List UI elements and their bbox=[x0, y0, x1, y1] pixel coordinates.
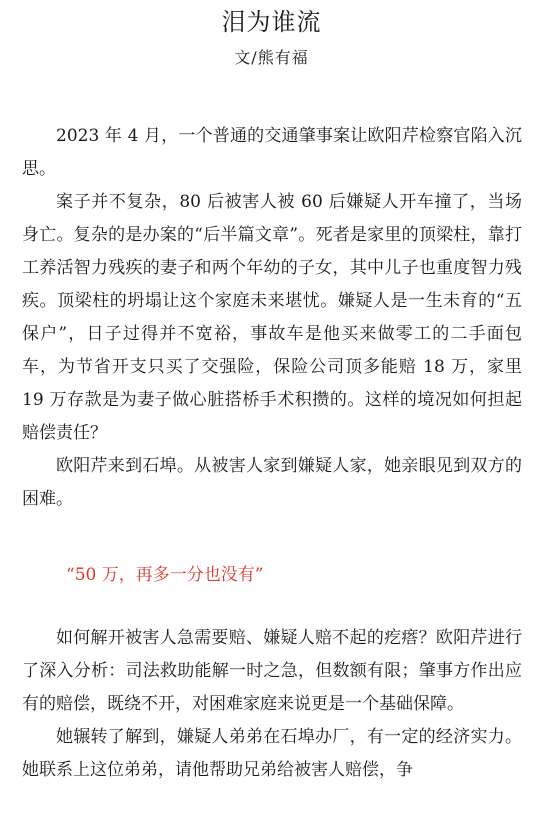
paragraph: 欧阳芹来到石埠。从被害人家到嫌疑人家，她亲眼见到双方的困难。 bbox=[22, 456, 522, 509]
section-subheading: “50 万，再多一分也没有” bbox=[66, 565, 264, 585]
article-byline: 文/熊有福 bbox=[234, 48, 309, 67]
paragraph: 她辗转了解到，嫌疑人弟弟在石埠办厂，有一定的经济实力。她联系上这位弟弟，请他帮助兄弟给被害人赔偿，争 bbox=[22, 727, 522, 780]
paragraph: 2023 年 4 月，一个普通的交通肇事案让欧阳芹检察官陷入沉思。 bbox=[22, 126, 522, 179]
article-body-bottom bbox=[22, 622, 522, 787]
paragraph: 如何解开被害人急需要赔、嫌疑人赔不起的疙瘩？欧阳芹进行了深入分析：司法救助能解一时之急，但数额有限；肇事方作出应有的赔偿，既绕不开，对困难家庭来说更是一个基础保障。 bbox=[22, 628, 522, 714]
paragraph: 案子并不复杂，80 后被害人被 60 后嫌疑人开车撞了，当场身亡。复杂的是办案的“后半篇文章”。死者是家里的顶梁柱，靠打工养活智力残疾的妻子和两个年幼的子女，其中儿子也重度智力残疾。顶梁柱的坍塌让这个家庭未来堪忧。嫌疑人是一生未育的“五保户”，日子过得并不宽裕，事故车是他买来做零工的二手面包车，为节省开支只买了交强险，保险公司顶多能赔 18 万，家里 19 万存款是为妻子做心脏搭桥手术积攒的。这样的境况如何担起赔偿责任？ bbox=[22, 192, 522, 443]
article-body-top bbox=[22, 120, 522, 516]
article-title: 泪为谁流 bbox=[221, 8, 322, 36]
